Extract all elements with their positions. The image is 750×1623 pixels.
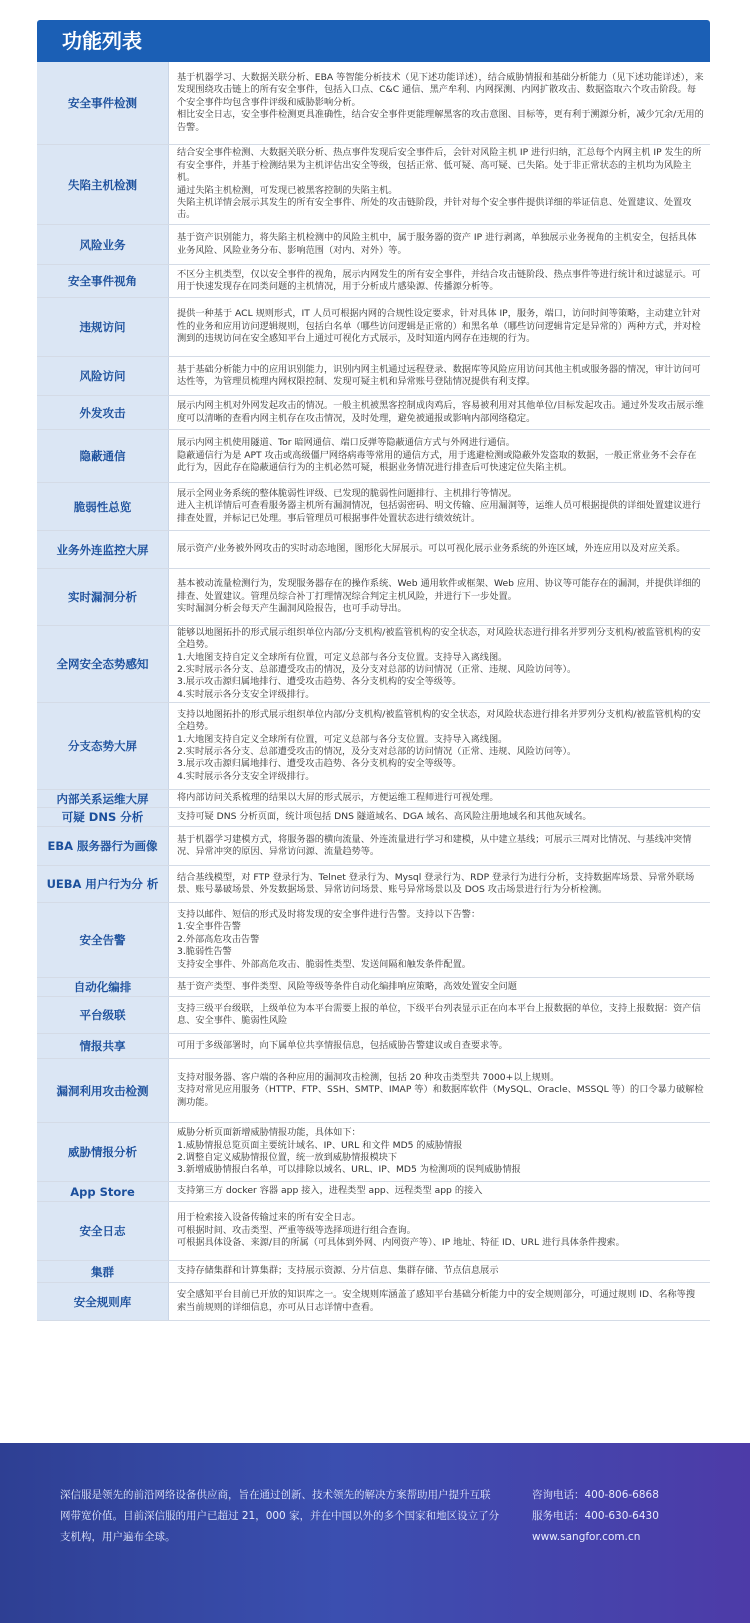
consult-phone: 咨询电话：400-806-6868 — [532, 1489, 659, 1501]
table-row — [37, 1202, 710, 1261]
feature-description: 结合基线模型，对 FTP 登录行为、Telnet 登录行为、Mysql 登录行为、RDP 登录行为进行分析，支持数据库场景、异常外联场景、账号暴破场景、外发数据场景、异常访问场景、账号异常场景以及 DOS 攻击场景进行行为分析检测。 — [177, 871, 695, 895]
table-row — [37, 357, 710, 396]
table-row — [37, 145, 710, 225]
feature-description: 支持以地图拓扑的形式展示组织单位内部/分支机构/被监管机构的安全状态，对风险状态进行排名并罗列分支机构/被监管机构的安全趋势。 1.大地图支持自定义全球所有位置，可定义总部与各分支位置。支持导入离线图。 2.实时展示各分支、总部遭受攻击的情况，及分支对总部的访问情况（正常、违规、风险访问等）。 3.展示攻击源归属地排行、遭受攻击趋势、各分支机构的安全等级等。 4.实时展示各分支安全评级排行。 — [177, 708, 701, 782]
feature-name: 违规访问 — [37, 298, 169, 356]
feature-name: 失陷主机检测 — [37, 145, 169, 224]
feature-description: 基于资产类型、事件类型、风险等级等条件自动化编排响应策略，高效处置安全问题 — [177, 980, 517, 992]
table-row — [37, 1182, 710, 1202]
feature-name: 外发攻击 — [37, 396, 169, 429]
feature-description: 支持可疑 DNS 分析页面，统计项包括 DNS 隧道域名、DGA 域名、高风险注册地域名和其他灰域名。 — [177, 810, 592, 822]
service-phone: 服务电话：400-630-6430 — [532, 1510, 659, 1522]
feature-name: 脆弱性总览 — [37, 483, 169, 530]
website-link[interactable]: www.sangfor.com.cn — [532, 1531, 641, 1543]
feature-description: 威胁分析页面新增威胁情报功能，具体如下： 1.威胁情报总览页面主要统计域名、IP、URL 和文件 MD5 的威胁情报 2.调整自定义威胁情报位置，统一放到威胁情报模块下 3.新增威胁情报白名单，可以排除以域名、URL、IP、MD5 为检测项的误判威胁情报 — [177, 1127, 521, 1176]
feature-name: 自动化编排 — [37, 978, 169, 996]
feature-name: 情报共享 — [37, 1034, 169, 1058]
feature-name: App Store — [37, 1182, 169, 1201]
page-title: 功能列表 — [37, 20, 710, 62]
table-row — [37, 790, 710, 808]
contact-info — [532, 1485, 659, 1548]
feature-description: 能够以地图拓扑的形式展示组织单位内部/分支机构/被监管机构的安全状态，对风险状态进行排名并罗列分支机构/被监管机构的安全趋势。 1.大地图支持自定义全球所有位置，可定义总部与各分支位置。支持导入离线图。 2.实时展示各分支、总部遭受攻击的情况，及分支对总部的访问情况（正常、违规、风险访问等）。 3.展示攻击源归属地排行、遭受攻击趋势、各分支机构的安全等级等。 4.实时展示各分支安全评级排行。 — [177, 626, 701, 700]
feature-name: 隐蔽通信 — [37, 430, 169, 482]
company-intro: 深信服是领先的前沿网络设备供应商，旨在通过创新、技术领先的解决方案帮助用户提升互联网带宽价值。目前深信服的用户已超过 21，000 家，并在中国以外的多个国家和地区设立了分支机构，用户遍布全球。 — [60, 1489, 500, 1543]
feature-name: 风险业务 — [37, 225, 169, 264]
feature-description: 用于检索接入设备传输过来的所有安全日志。 可根据时间、攻击类型、严重等级等选择项进行组合查询。 可根据具体设备、来源/目的所属（可具体到外网、内网资产等）、IP 地址、特征 ID、URL 进行具体条件搜索。 — [177, 1212, 625, 1249]
feature-description: 展示内网主机使用隧道、Tor 暗网通信、端口反弹等隐蔽通信方式与外网进行通信。 隐蔽通信行为是 APT 攻击或高级僵尸网络病毒等常用的通信方式，用于逃避检测或隐蔽外发盗取的数据，一般正常业务不会存在此行为，因此存在隐蔽通信行为的主机必然可疑，根据业务情况进行排查后可快速定位失陷主机。 — [177, 437, 697, 474]
table-row — [37, 997, 710, 1034]
feature-description: 展示内网主机对外网发起攻击的情况。一般主机被黑客控制成肉鸡后，容易被利用对其他单位/目标发起攻击。通过外发攻击展示维度可以清晰的查看内网主机存在攻击情况，及时处理，避免被通报或影响内部网络稳定。 — [177, 400, 704, 424]
feature-name: 安全事件视角 — [37, 265, 169, 297]
table-row — [37, 626, 710, 703]
feature-name: 风险访问 — [37, 357, 169, 395]
table-row — [37, 483, 710, 531]
feature-description: 支持以邮件、短信的形式及时将发现的安全事件进行告警。支持以下告警： 1.安全事件告警 2.外部高危攻击告警 3.脆弱性告警 支持安全事件、外部高危攻击、脆弱性类型、发送间隔和触发条件配置。 — [177, 908, 481, 970]
table-row — [37, 903, 710, 978]
feature-table — [37, 62, 710, 1321]
feature-description: 安全感知平台目前已开放的知识库之一。安全规则库涵盖了感知平台基础分析能力中的安全规则部分，可通过规则 ID、名称等搜索当前规则的详细信息，亦可从日志详情中查看。 — [177, 1289, 696, 1313]
feature-name: 内部关系运维大屏 — [37, 790, 169, 807]
table-row — [37, 396, 710, 430]
table-row — [37, 827, 710, 866]
table-row — [37, 808, 710, 827]
feature-description: 不区分主机类型，仅以安全事件的视角，展示内网发生的所有安全事件，并结合攻击链阶段、热点事件等进行统计和过滤显示。可用于快速发现存在同类问题的主机情况，用于分析成片感染源、传播源分析等。 — [177, 268, 701, 292]
table-row — [37, 265, 710, 298]
feature-name: 可疑 DNS 分析 — [37, 808, 169, 826]
table-row — [37, 569, 710, 626]
feature-name: 漏洞利用攻击检测 — [37, 1059, 169, 1122]
table-row — [37, 978, 710, 997]
feature-description: 支持对服务器、客户端的各种应用的漏洞攻击检测，包括 20 种攻击类型共 7000+以上规则。 支持对常见应用服务（HTTP、FTP、SSH、SMTP、IMAP 等）和数据库软件（MySQL、Oracle、MSSQL 等）的口令暴力破解检测功能。 — [177, 1071, 704, 1108]
table-row — [37, 1059, 710, 1123]
feature-description: 可用于多级部署时，向下属单位共享情报信息，包括威胁告警建议或自查要求等。 — [177, 1039, 508, 1051]
feature-name: 安全规则库 — [37, 1283, 169, 1320]
feature-name: 安全告警 — [37, 903, 169, 977]
feature-name: 平台级联 — [37, 997, 169, 1033]
feature-name: 业务外连监控大屏 — [37, 531, 169, 568]
feature-description: 支持三级平台级联，上级单位为本平台需要上报的单位，下级平台列表显示正在向本平台上报数据的单位，支持上报数据：资产信息、安全事件、脆弱性风险 — [177, 1002, 701, 1026]
table-row — [37, 1283, 710, 1321]
table-row — [37, 225, 710, 265]
feature-name: 全网安全态势感知 — [37, 626, 169, 702]
table-row — [37, 1261, 710, 1283]
table-row — [37, 430, 710, 483]
feature-description: 提供一种基于 ACL 规则形式，IT 人员可根据内网的合规性设定要求，针对具体 IP，服务，端口，访问时间等策略，主动建立针对性的业务和应用访问逻辑规则，包括白名单（哪些访问逻辑是正常的）和黑名单（哪些访问逻辑肯定是异常的）两种方式，并对检测到的违规访问在安全感知平台上通过可视化方式展示，及时知道内网存在违规的行为。 — [177, 308, 701, 345]
feature-name: 实时漏洞分析 — [37, 569, 169, 625]
feature-name: EBA 服务器行为画像 — [37, 827, 169, 865]
feature-description: 基于机器学习、大数据关联分析、EBA 等智能分析技术（见下述功能详述），结合威胁情报和基础分析能力（见下述功能详述），来发现围绕攻击链上的所有安全事件，包括入口点、C&C 通信、黑产牟利、内网探测、内网扩散攻击、数据盗取六个攻击阶段。每个安全事件均包含事件评级和威胁影响分析。 相比安全日志，安全事件检测更具准确性，结合安全事件更能理解黑客的攻击意图、目标等，更有利于溯源分析，减少冗余/无用的告警。 — [177, 71, 704, 133]
feature-name: 集群 — [37, 1261, 169, 1282]
feature-name: 安全日志 — [37, 1202, 169, 1260]
table-row — [37, 62, 710, 145]
feature-name: 分支态势大屏 — [37, 703, 169, 789]
feature-name: 威胁情报分析 — [37, 1123, 169, 1181]
feature-description: 展示资产/业务被外网攻击的实时动态地图，图形化大屏展示。可以可视化展示业务系统的外连区域，外连应用以及对应关系。 — [177, 543, 686, 555]
feature-description: 基于机器学习建模方式，将服务器的横向流量、外连流量进行学习和建模，从中建立基线；可展示三周对比情况、与基线冲突情况、异常冲突的原因、异常访问源、流量趋势等。 — [177, 833, 692, 857]
feature-description: 基于资产识别能力，将失陷主机检测中的风险主机中，属于服务器的资产 IP 进行剥离，单独展示业务视角的主机安全，包括具体业务风险、风险业务分布、影响范围（对内、对外）等。 — [177, 232, 697, 256]
feature-name: UEBA 用户行为分 析 — [37, 866, 169, 902]
table-row — [37, 866, 710, 903]
table-row — [37, 531, 710, 569]
feature-name: 安全事件检测 — [37, 62, 169, 144]
table-row — [37, 1034, 710, 1059]
table-row — [37, 298, 710, 357]
feature-description: 将内部访问关系梳理的结果以大屏的形式展示，方便运维工程师进行可视处理。 — [177, 792, 499, 804]
feature-description: 展示全网业务系统的整体脆弱性评级、已发现的脆弱性问题排行、主机排行等情况。 进入主机详情后可查看服务器主机所有漏洞情况，包括弱密码、明文传输、应用漏洞等，运维人员可根据提供的详细处置建议进行排查处置，并标记已处理。事后管理员可根据事件处置状态进行绩效统计。 — [177, 487, 701, 524]
footer — [0, 1443, 750, 1623]
feature-description: 基于基础分析能力中的应用识别能力，识别内网主机通过远程登录、数据库等风险应用访问其他主机或服务器的情况，审计访问可达性等，为管理员梳理内网权限控制、发现可疑主机和异常账号登陆情况提供有利支撑。 — [177, 363, 701, 387]
feature-description: 结合安全事件检测、大数据关联分析、热点事件发现后安全事件后，会针对风险主机 IP 进行归纳，汇总每个内网主机 IP 发生的所有安全事件，并基于检测结果为主机评估出安全等级，包括正常、低可疑、高可疑、已失陷。处于非正常状态的主机均为风险主机。 通过失陷主机检测，可发现已被黑客控制的失陷主机。 失陷主机详情会展示其发生的所有安全事件、所处的攻击链阶段，并针对每个安全事件提供详细的举证信息、处置建议、处置攻击。 — [177, 147, 702, 221]
feature-description: 支持存储集群和计算集群；支持展示资源、分片信息、集群存储、节点信息展示 — [177, 1265, 499, 1277]
table-row — [37, 1123, 710, 1182]
feature-description: 基本被动流量检测行为，发现服务器存在的操作系统、Web 通用软件或框架、Web 应用、协议等可能存在的漏洞，并提供详细的排查、处置建议。管理员综合补丁打理情况综合判定主机风险，并进行下一步处置。 实时漏洞分析会每天产生漏洞风险报告，也可手动导出。 — [177, 578, 701, 615]
table-row — [37, 703, 710, 790]
feature-description: 支持第三方 docker 容器 app 接入，进程类型 app、远程类型 app 的接入 — [177, 1185, 483, 1197]
